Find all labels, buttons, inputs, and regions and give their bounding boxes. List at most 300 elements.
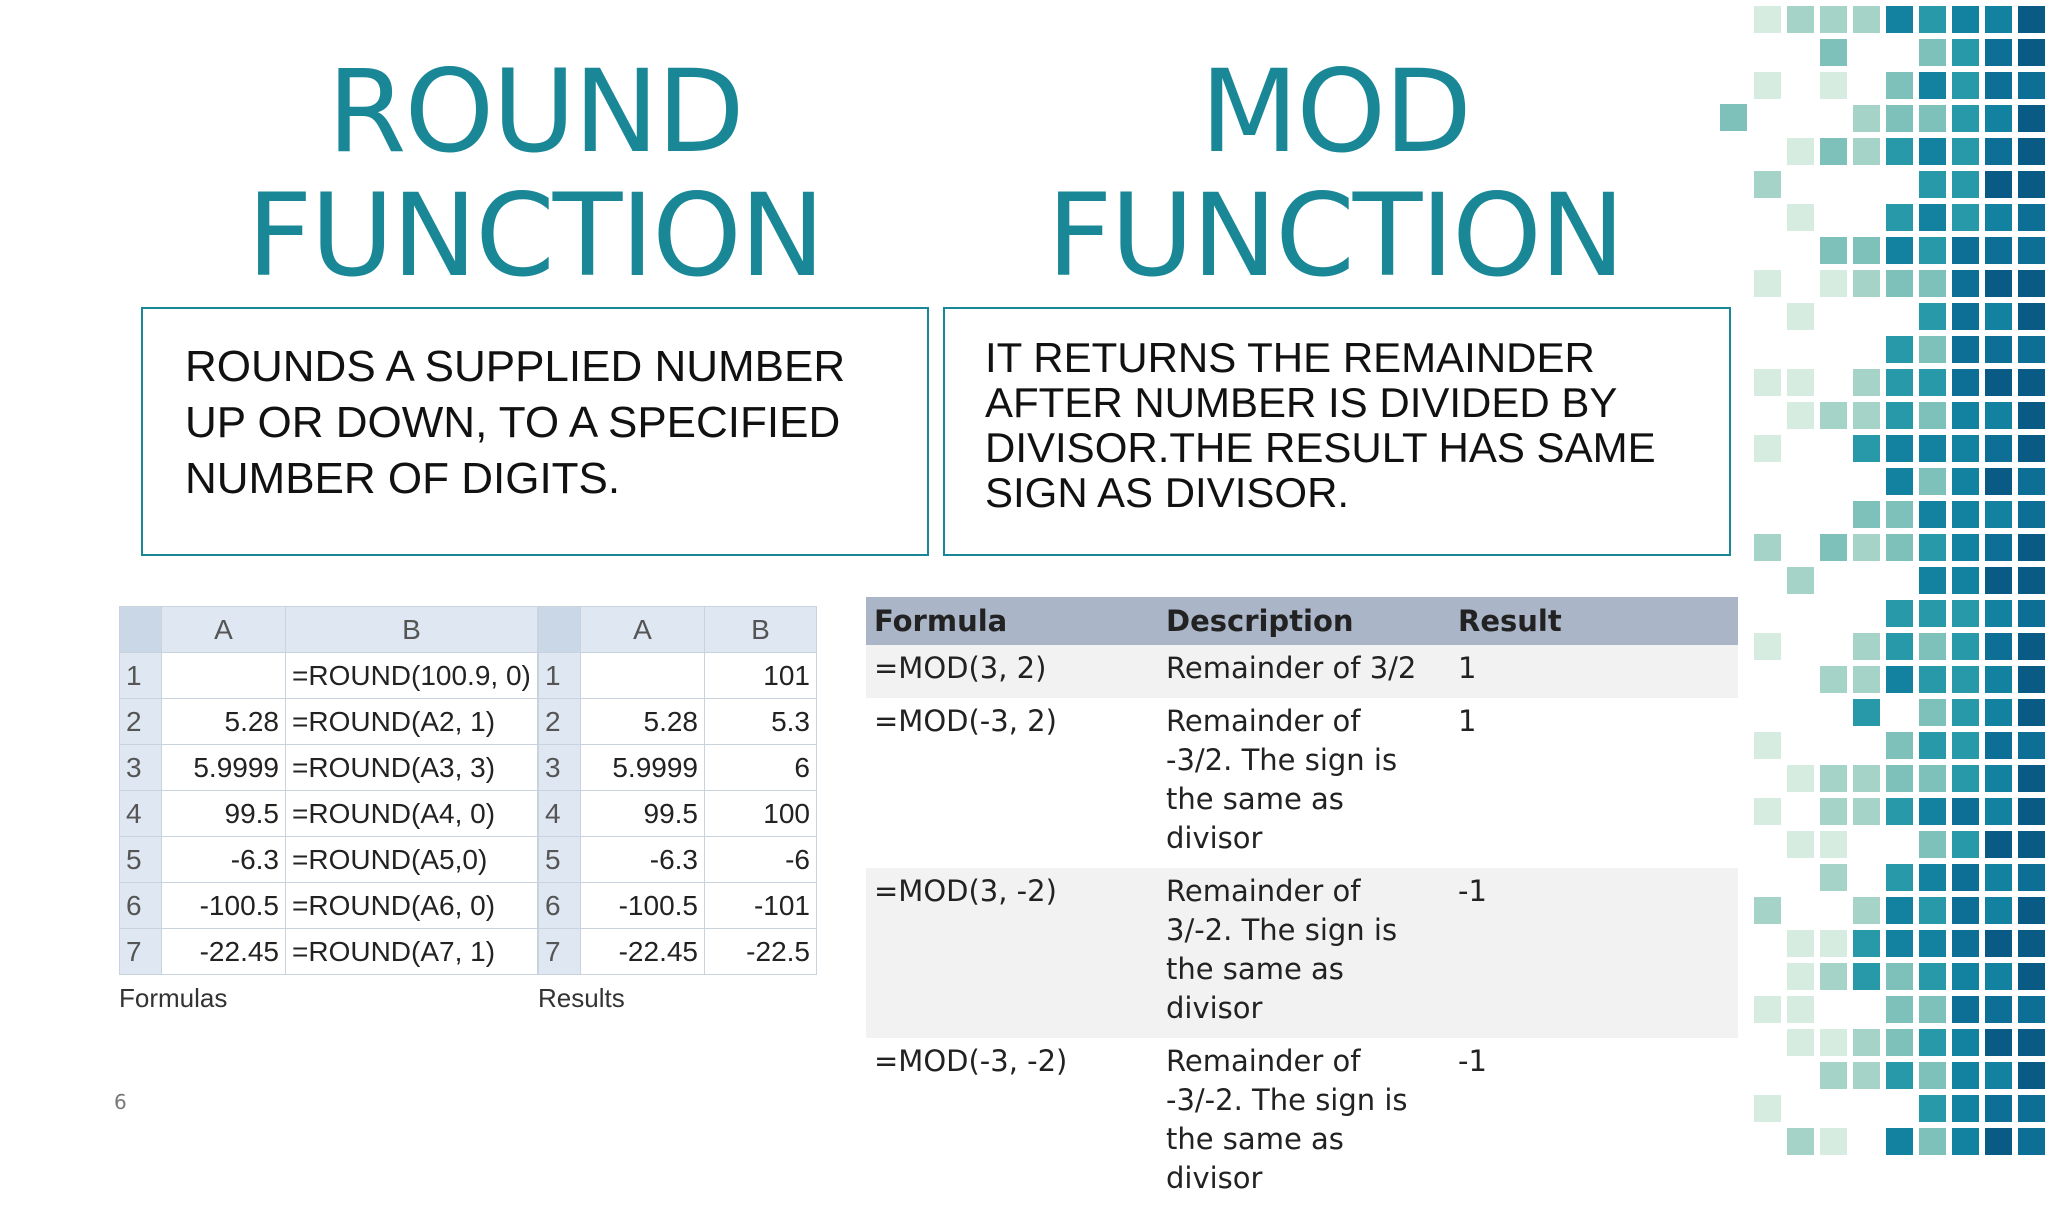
decorative-square bbox=[1985, 930, 2012, 957]
decorative-square bbox=[1919, 171, 1946, 198]
decorative-square bbox=[1853, 270, 1880, 297]
decorative-square bbox=[1985, 1128, 2012, 1155]
decorative-square bbox=[1952, 138, 1979, 165]
sheet-row bbox=[120, 699, 538, 745]
sheet-row bbox=[539, 791, 817, 837]
decorative-square bbox=[1754, 435, 1781, 462]
sheet-row bbox=[120, 929, 538, 975]
decorative-square bbox=[1985, 699, 2012, 726]
decorative-square bbox=[1820, 534, 1847, 561]
decorative-square bbox=[1952, 600, 1979, 627]
decorative-square bbox=[1985, 501, 2012, 528]
decorative-square bbox=[1985, 6, 2012, 33]
sheet-row bbox=[120, 745, 538, 791]
decorative-square bbox=[1919, 402, 1946, 429]
decorative-square bbox=[1853, 930, 1880, 957]
decorative-square bbox=[1787, 930, 1814, 957]
decorative-square bbox=[1952, 699, 1979, 726]
decorative-square bbox=[1952, 402, 1979, 429]
decorative-square bbox=[1919, 138, 1946, 165]
decorative-square bbox=[1886, 1029, 1913, 1056]
cell-b: =ROUND(100.9, 0) bbox=[286, 653, 538, 699]
decorative-square bbox=[1787, 369, 1814, 396]
header-formula: Formula bbox=[866, 597, 1158, 645]
decorative-square bbox=[1952, 1062, 1979, 1089]
decorative-square bbox=[1952, 237, 1979, 264]
decorative-square bbox=[1886, 633, 1913, 660]
result-cell-text: 1 bbox=[1458, 651, 1477, 685]
decorative-square bbox=[1919, 336, 1946, 363]
decorative-square bbox=[1985, 732, 2012, 759]
result-cell bbox=[1450, 645, 1738, 698]
column-header-a: A bbox=[581, 607, 705, 653]
decorative-square bbox=[1886, 204, 1913, 231]
mod-examples-table bbox=[866, 597, 1738, 1208]
decorative-square bbox=[1754, 6, 1781, 33]
decorative-square bbox=[1919, 633, 1946, 660]
decorative-square bbox=[1919, 699, 1946, 726]
decorative-square bbox=[1886, 666, 1913, 693]
decorative-square bbox=[1952, 996, 1979, 1023]
formula-cell-text: =MOD(-3, -2) bbox=[874, 1044, 1068, 1078]
decorative-square bbox=[2018, 204, 2045, 231]
decorative-square bbox=[1820, 402, 1847, 429]
decorative-square bbox=[1886, 468, 1913, 495]
decorative-square bbox=[1787, 138, 1814, 165]
decorative-square bbox=[2018, 105, 2045, 132]
decorative-square bbox=[1886, 369, 1913, 396]
decorative-square bbox=[1886, 600, 1913, 627]
mod-title bbox=[930, 45, 1740, 302]
sheet-corner bbox=[539, 607, 581, 653]
decorative-square bbox=[1919, 666, 1946, 693]
cell-b: -22.5 bbox=[705, 929, 817, 975]
decorative-square bbox=[1886, 732, 1913, 759]
decorative-square bbox=[1952, 732, 1979, 759]
decorative-square bbox=[1985, 567, 2012, 594]
decorative-square bbox=[1787, 963, 1814, 990]
decorative-square bbox=[1886, 864, 1913, 891]
decorative-square bbox=[2018, 6, 2045, 33]
decorative-square bbox=[1985, 171, 2012, 198]
decorative-square bbox=[1919, 468, 1946, 495]
decorative-square bbox=[1985, 1095, 2012, 1122]
row-number: 3 bbox=[539, 745, 581, 791]
decorative-square bbox=[1853, 798, 1880, 825]
decorative-square bbox=[1754, 633, 1781, 660]
decorative-square bbox=[1952, 633, 1979, 660]
formulas-caption: Formulas bbox=[119, 983, 228, 1013]
cell-a bbox=[581, 653, 705, 699]
decorative-square bbox=[1820, 138, 1847, 165]
decorative-square bbox=[2018, 435, 2045, 462]
formula-cell-text: =MOD(3, 2) bbox=[874, 651, 1047, 685]
decorative-square bbox=[1886, 138, 1913, 165]
cell-a: -6.3 bbox=[162, 837, 286, 883]
decorative-square bbox=[2018, 600, 2045, 627]
decorative-square bbox=[1820, 831, 1847, 858]
description-cell-text: Remainder of -3/-2. The sign is the same as divisor bbox=[1166, 1044, 1408, 1195]
decorative-square bbox=[1985, 105, 2012, 132]
decorative-square bbox=[2018, 402, 2045, 429]
decorative-square bbox=[1952, 963, 1979, 990]
decorative-square bbox=[1787, 567, 1814, 594]
decorative-square bbox=[1886, 1062, 1913, 1089]
sheet-corner bbox=[120, 607, 162, 653]
header-description: Description bbox=[1158, 597, 1450, 645]
decorative-square bbox=[1886, 6, 1913, 33]
decorative-square bbox=[1985, 831, 2012, 858]
cell-a: 5.9999 bbox=[581, 745, 705, 791]
decorative-square bbox=[1886, 336, 1913, 363]
decorative-square bbox=[1853, 435, 1880, 462]
formula-cell bbox=[866, 698, 1158, 868]
mod-description-box bbox=[943, 307, 1731, 556]
decorative-square bbox=[1919, 303, 1946, 330]
decorative-square bbox=[2018, 567, 2045, 594]
decorative-square bbox=[1853, 105, 1880, 132]
row-number: 3 bbox=[120, 745, 162, 791]
formula-cell bbox=[866, 868, 1158, 1038]
decorative-square bbox=[1952, 435, 1979, 462]
cell-b: =ROUND(A5,0) bbox=[286, 837, 538, 883]
row-number: 2 bbox=[120, 699, 162, 745]
decorative-square bbox=[1853, 237, 1880, 264]
mod-title-line2: FUNCTION bbox=[1046, 169, 1624, 302]
decorative-square bbox=[1952, 303, 1979, 330]
column-header-a: A bbox=[162, 607, 286, 653]
description-cell bbox=[1158, 645, 1450, 698]
row-number: 6 bbox=[120, 883, 162, 929]
decorative-square bbox=[1919, 501, 1946, 528]
decorative-square bbox=[1985, 864, 2012, 891]
table-row bbox=[866, 698, 1738, 868]
decorative-square bbox=[1853, 1062, 1880, 1089]
decorative-square bbox=[2018, 633, 2045, 660]
decorative-square bbox=[1919, 72, 1946, 99]
decorative-square bbox=[1919, 6, 1946, 33]
decorative-square bbox=[1985, 534, 2012, 561]
formula-cell bbox=[866, 645, 1158, 698]
decorative-square bbox=[1886, 534, 1913, 561]
decorative-square bbox=[1952, 534, 1979, 561]
decorative-square bbox=[1919, 1062, 1946, 1089]
decorative-square bbox=[1919, 369, 1946, 396]
decorative-square bbox=[1952, 765, 1979, 792]
decorative-square bbox=[1985, 633, 2012, 660]
sheet-row bbox=[120, 837, 538, 883]
sheet-row bbox=[539, 653, 817, 699]
decorative-square bbox=[1985, 897, 2012, 924]
decorative-square bbox=[1820, 72, 1847, 99]
decorative-square bbox=[1985, 798, 2012, 825]
decorative-square bbox=[1820, 1128, 1847, 1155]
description-cell bbox=[1158, 698, 1450, 868]
row-number: 5 bbox=[539, 837, 581, 883]
cell-a: -6.3 bbox=[581, 837, 705, 883]
round-title-line1: ROUND bbox=[327, 45, 743, 178]
cell-b: -101 bbox=[705, 883, 817, 929]
decorative-square bbox=[1919, 996, 1946, 1023]
column-header-b: B bbox=[286, 607, 538, 653]
result-cell bbox=[1450, 1038, 1738, 1208]
decorative-square bbox=[1919, 435, 1946, 462]
cell-b: 101 bbox=[705, 653, 817, 699]
decorative-square bbox=[1985, 435, 2012, 462]
decorative-square bbox=[1952, 1128, 1979, 1155]
page-number: 6 bbox=[114, 1090, 127, 1114]
cell-a: -100.5 bbox=[581, 883, 705, 929]
decorative-square bbox=[1952, 369, 1979, 396]
cell-a: 99.5 bbox=[581, 791, 705, 837]
decorative-square bbox=[1787, 303, 1814, 330]
decorative-square bbox=[1985, 996, 2012, 1023]
decorative-square bbox=[1919, 864, 1946, 891]
decorative-square bbox=[1952, 567, 1979, 594]
decorative-square bbox=[2018, 765, 2045, 792]
decorative-square bbox=[2018, 369, 2045, 396]
decorative-square bbox=[1787, 6, 1814, 33]
round-title-line2: FUNCTION bbox=[246, 169, 824, 302]
decorative-square bbox=[1820, 1062, 1847, 1089]
results-spreadsheet bbox=[538, 606, 817, 1014]
decorative-square bbox=[1985, 336, 2012, 363]
cell-b: 5.3 bbox=[705, 699, 817, 745]
decorative-square bbox=[1952, 831, 1979, 858]
formula-cell-text: =MOD(-3, 2) bbox=[874, 704, 1057, 738]
decorative-square bbox=[1754, 72, 1781, 99]
decorative-square bbox=[1919, 1128, 1946, 1155]
decorative-square bbox=[1919, 270, 1946, 297]
decorative-square bbox=[1952, 270, 1979, 297]
decorative-square bbox=[1787, 204, 1814, 231]
cell-b: 100 bbox=[705, 791, 817, 837]
decorative-square bbox=[1952, 171, 1979, 198]
decorative-square bbox=[1985, 963, 2012, 990]
decorative-square bbox=[1919, 567, 1946, 594]
table-row bbox=[866, 1038, 1738, 1208]
decorative-square bbox=[1985, 765, 2012, 792]
decorative-square bbox=[1886, 897, 1913, 924]
decorative-square bbox=[1952, 864, 1979, 891]
description-cell-text: Remainder of -3/2. The sign is the same as divisor bbox=[1166, 704, 1398, 855]
decorative-square bbox=[2018, 468, 2045, 495]
cell-b: -6 bbox=[705, 837, 817, 883]
decorative-square bbox=[1787, 996, 1814, 1023]
decorative-square bbox=[2018, 666, 2045, 693]
decorative-square bbox=[2018, 1095, 2045, 1122]
decorative-square bbox=[1820, 963, 1847, 990]
decorative-square bbox=[1853, 1029, 1880, 1056]
decorative-square bbox=[1754, 897, 1781, 924]
decorative-square bbox=[1985, 1029, 2012, 1056]
formulas-spreadsheet bbox=[119, 606, 538, 1014]
decorative-square bbox=[2018, 864, 2045, 891]
decorative-square bbox=[1919, 897, 1946, 924]
decorative-square bbox=[1919, 732, 1946, 759]
decorative-square bbox=[1820, 6, 1847, 33]
decorative-square bbox=[1919, 831, 1946, 858]
decorative-square bbox=[1754, 171, 1781, 198]
decorative-square bbox=[1919, 963, 1946, 990]
decorative-square bbox=[1754, 270, 1781, 297]
decorative-square bbox=[1820, 39, 1847, 66]
cell-b: =ROUND(A7, 1) bbox=[286, 929, 538, 975]
result-cell-text: 1 bbox=[1458, 704, 1477, 738]
decorative-square bbox=[2018, 534, 2045, 561]
decorative-square bbox=[1820, 930, 1847, 957]
decorative-square bbox=[1853, 6, 1880, 33]
cell-a: -22.45 bbox=[162, 929, 286, 975]
decorative-square bbox=[1952, 105, 1979, 132]
decorative-square bbox=[1952, 666, 1979, 693]
sheet-row bbox=[120, 791, 538, 837]
decorative-square bbox=[1754, 1095, 1781, 1122]
decorative-square bbox=[1886, 1128, 1913, 1155]
sheet-row bbox=[539, 929, 817, 975]
decorative-square bbox=[1886, 963, 1913, 990]
decorative-square bbox=[1886, 996, 1913, 1023]
decorative-square bbox=[1853, 138, 1880, 165]
sheet-row bbox=[539, 883, 817, 929]
column-header-b: B bbox=[705, 607, 817, 653]
result-cell bbox=[1450, 868, 1738, 1038]
mod-title-line1: MOD bbox=[1200, 45, 1470, 178]
table-row bbox=[866, 645, 1738, 698]
row-number: 5 bbox=[120, 837, 162, 883]
decorative-square bbox=[1853, 897, 1880, 924]
decorative-square bbox=[2018, 963, 2045, 990]
result-cell-text: -1 bbox=[1458, 1044, 1487, 1078]
decorative-square bbox=[2018, 1128, 2045, 1155]
row-number: 7 bbox=[120, 929, 162, 975]
decorative-square bbox=[1985, 237, 2012, 264]
row-number: 1 bbox=[539, 653, 581, 699]
decorative-square bbox=[1952, 501, 1979, 528]
decorative-square bbox=[1820, 1029, 1847, 1056]
cell-a: 5.28 bbox=[162, 699, 286, 745]
decorative-square bbox=[1952, 39, 1979, 66]
decorative-square bbox=[2018, 1029, 2045, 1056]
decorative-square bbox=[1985, 402, 2012, 429]
decorative-square bbox=[1787, 831, 1814, 858]
decorative-square bbox=[2018, 798, 2045, 825]
decorative-square bbox=[1886, 105, 1913, 132]
cell-a: 99.5 bbox=[162, 791, 286, 837]
row-number: 2 bbox=[539, 699, 581, 745]
decorative-square bbox=[1820, 798, 1847, 825]
decorative-square bbox=[1952, 72, 1979, 99]
decorative-square bbox=[1919, 765, 1946, 792]
decorative-square bbox=[1985, 72, 2012, 99]
table-row bbox=[866, 868, 1738, 1038]
result-cell bbox=[1450, 698, 1738, 868]
decorative-square bbox=[1919, 1029, 1946, 1056]
decorative-square bbox=[1853, 963, 1880, 990]
decorative-square bbox=[1853, 534, 1880, 561]
description-cell bbox=[1158, 868, 1450, 1038]
decorative-square bbox=[2018, 336, 2045, 363]
cell-b: =ROUND(A6, 0) bbox=[286, 883, 538, 929]
decorative-square bbox=[1919, 930, 1946, 957]
row-number: 7 bbox=[539, 929, 581, 975]
decorative-square bbox=[2018, 138, 2045, 165]
decorative-square bbox=[1919, 1095, 1946, 1122]
decorative-square bbox=[1952, 1029, 1979, 1056]
decorative-square bbox=[1919, 39, 1946, 66]
decorative-square bbox=[2018, 930, 2045, 957]
decorative-square bbox=[1952, 930, 1979, 957]
decorative-square bbox=[2018, 303, 2045, 330]
round-description-box bbox=[141, 307, 929, 556]
decorative-square bbox=[1985, 39, 2012, 66]
cell-a bbox=[162, 653, 286, 699]
decorative-square bbox=[2018, 72, 2045, 99]
description-cell-text: Remainder of 3/2 bbox=[1166, 651, 1417, 685]
decorative-square bbox=[1853, 666, 1880, 693]
cell-a: 5.28 bbox=[581, 699, 705, 745]
decorative-square bbox=[1985, 600, 2012, 627]
decorative-square bbox=[1820, 864, 1847, 891]
sheet-row bbox=[539, 837, 817, 883]
description-cell-text: Remainder of 3/-2. The sign is the same as divisor bbox=[1166, 874, 1398, 1025]
decorative-square bbox=[1919, 600, 1946, 627]
decorative-square bbox=[1820, 765, 1847, 792]
cell-a: 5.9999 bbox=[162, 745, 286, 791]
decorative-square bbox=[2018, 699, 2045, 726]
decorative-square bbox=[2018, 237, 2045, 264]
decorative-square bbox=[1886, 930, 1913, 957]
decorative-square bbox=[2018, 171, 2045, 198]
decorative-square bbox=[1985, 204, 2012, 231]
decorative-square bbox=[1853, 699, 1880, 726]
decorative-square bbox=[1952, 1095, 1979, 1122]
decorative-square bbox=[1886, 435, 1913, 462]
decorative-square bbox=[1853, 501, 1880, 528]
decorative-square bbox=[2018, 831, 2045, 858]
decorative-square bbox=[2018, 270, 2045, 297]
cell-b: 6 bbox=[705, 745, 817, 791]
decorative-square bbox=[1754, 369, 1781, 396]
decorative-square bbox=[1754, 798, 1781, 825]
decorative-square bbox=[2018, 501, 2045, 528]
decorative-square bbox=[1985, 468, 2012, 495]
decorative-square bbox=[1919, 798, 1946, 825]
description-cell bbox=[1158, 1038, 1450, 1208]
row-number: 1 bbox=[120, 653, 162, 699]
decorative-square bbox=[1853, 369, 1880, 396]
decorative-square bbox=[1886, 765, 1913, 792]
header-result: Result bbox=[1450, 597, 1738, 645]
mod-description: IT RETURNS THE REMAINDER AFTER NUMBER IS DIVIDED BY DIVISOR.THE RESULT HAS SAME SIGN AS DIVISOR. bbox=[985, 334, 1656, 516]
decorative-square bbox=[1919, 204, 1946, 231]
decorative-square bbox=[2018, 39, 2045, 66]
decorative-square bbox=[1952, 6, 1979, 33]
decorative-square bbox=[1787, 1128, 1814, 1155]
round-title bbox=[130, 45, 940, 302]
decorative-square bbox=[1820, 666, 1847, 693]
cell-b: =ROUND(A3, 3) bbox=[286, 745, 538, 791]
decorative-square bbox=[1985, 138, 2012, 165]
decorative-square bbox=[1787, 765, 1814, 792]
decorative-square bbox=[1919, 534, 1946, 561]
decorative-square bbox=[1952, 468, 1979, 495]
decorative-square bbox=[1985, 369, 2012, 396]
round-description: ROUNDS A SUPPLIED NUMBER UP OR DOWN, TO A SPECIFIED NUMBER OF DIGITS. bbox=[185, 342, 846, 503]
decorative-square bbox=[1787, 1029, 1814, 1056]
row-number: 4 bbox=[120, 791, 162, 837]
decorative-squares bbox=[1720, 0, 2048, 1152]
